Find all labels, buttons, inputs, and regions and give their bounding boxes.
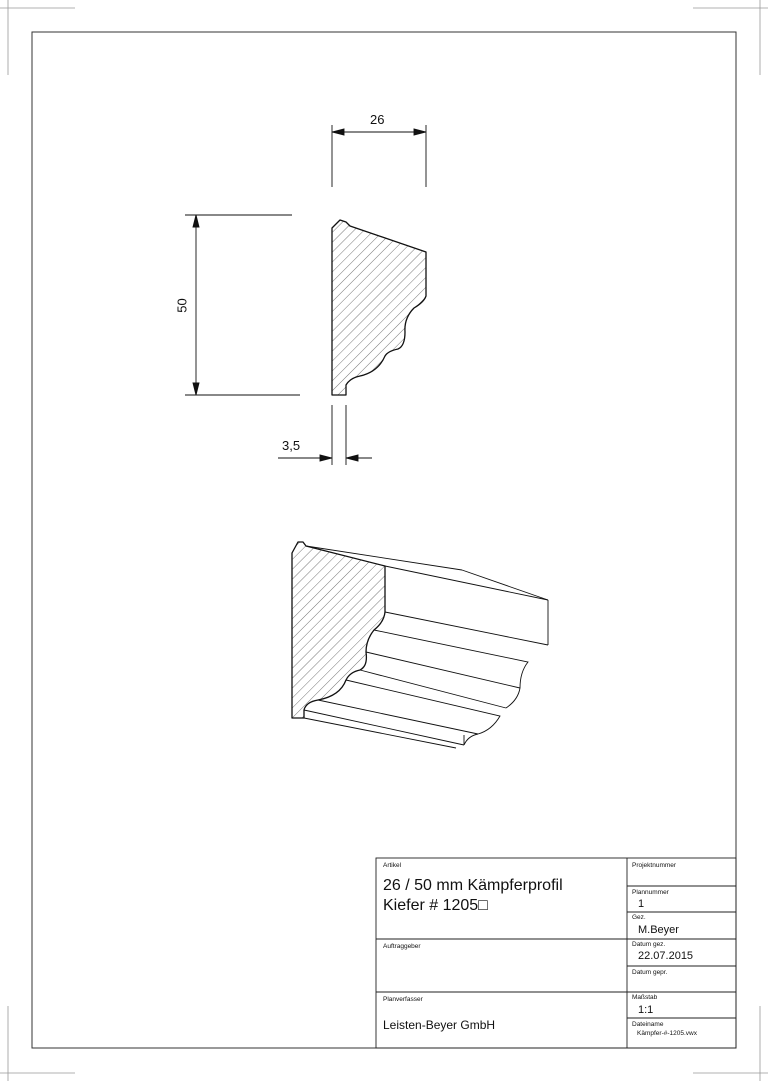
datum-gepr-label: Datum gepr. (632, 969, 668, 976)
projektnummer-label: Projektnummer (632, 862, 677, 869)
gez-value: M.Beyer (638, 924, 679, 936)
profile-section-outline (332, 220, 426, 395)
dimension-height-label: 50 (174, 298, 190, 313)
profile-3d-face (292, 542, 385, 718)
plannummer-value: 1 (638, 898, 645, 910)
artikel-line-2: Kiefer # 1205□ (383, 897, 488, 914)
gez-label: Gez. (632, 914, 646, 921)
plannummer-label: Plannummer (632, 889, 669, 896)
planverfasser-value: Leisten-Beyer GmbH (383, 1018, 496, 1032)
artikel-title (383, 876, 563, 916)
auftraggeber-label: Auftraggeber (383, 943, 421, 950)
profile-3d-view (292, 542, 548, 748)
artikel-line-1: 26 / 50 mm Kämpferprofil (383, 877, 563, 894)
dimension-offset (278, 405, 372, 465)
dimension-height (185, 215, 300, 395)
datum-gez-value: 22.07.2015 (638, 950, 694, 962)
massstab-label: Maßstab (632, 994, 658, 1001)
dateiname-value: Kämpfer-#-1205.vwx (637, 1030, 697, 1037)
dimension-width (332, 125, 426, 187)
dimension-width-label: 26 (370, 112, 385, 127)
artikel-label: Artikel (383, 862, 402, 869)
massstab-value: 1:1 (638, 1004, 654, 1016)
dateiname-label: Dateiname (632, 1021, 664, 1028)
planverfasser-label: Planverfasser (383, 996, 423, 1003)
dimension-offset-label: 3,5 (282, 438, 301, 453)
datum-gez-label: Datum gez. (632, 941, 666, 948)
profile-section (332, 220, 426, 395)
